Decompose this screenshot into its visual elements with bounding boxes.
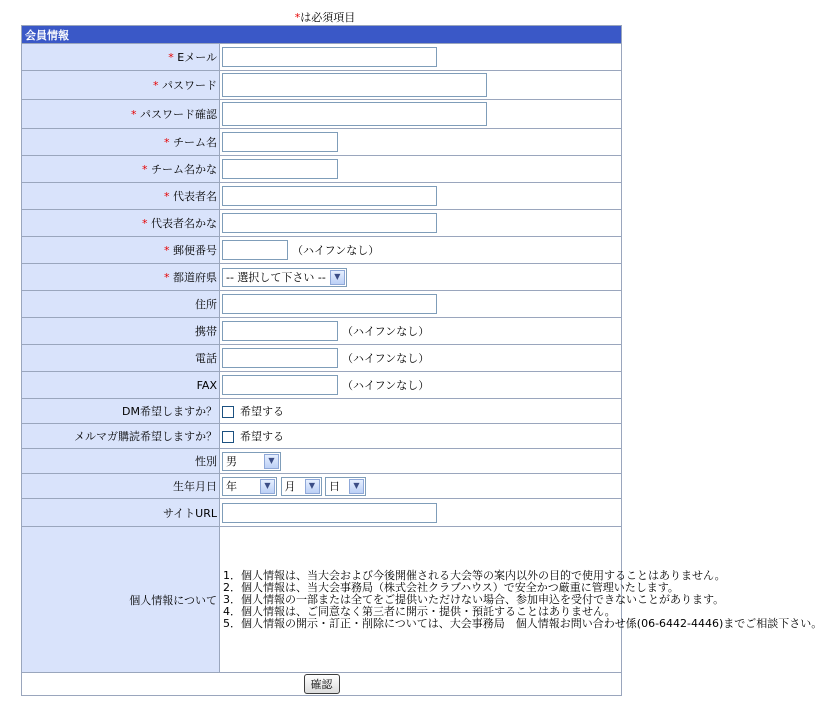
- required-mark: *: [142, 163, 148, 176]
- label-text: 電話: [195, 352, 217, 365]
- row-password: [22, 71, 622, 100]
- required-mark: *: [131, 108, 137, 121]
- label-text: 郵便番号: [173, 244, 217, 257]
- label-representative-kana: [22, 210, 220, 237]
- privacy-policy-text: [220, 527, 822, 673]
- representative-input[interactable]: [222, 186, 437, 206]
- confirm-button[interactable]: 確認: [304, 674, 340, 694]
- privacy-item: 3．個人情報の一部または全てをご提供いただけない場合、参加申込を受付できないことがあります。: [223, 592, 725, 606]
- label-text: パスワード: [162, 79, 217, 92]
- privacy-item: 4．個人情報は、ご同意なく第三者に開示・提供・預託することはありません。: [223, 604, 616, 618]
- label-fax: [22, 372, 220, 399]
- label-text: DM希望しますか？: [122, 405, 217, 418]
- label-mobile: [22, 318, 220, 345]
- row-prefecture: [22, 264, 622, 291]
- label-privacy: 個人情報について: [22, 527, 220, 673]
- prefecture-selected: -- 選択して下さい --: [226, 271, 326, 284]
- postal-code-hint: （ハイフンなし）: [292, 244, 380, 257]
- chevron-down-icon[interactable]: ▼: [305, 479, 320, 494]
- row-postal-code: [22, 237, 622, 264]
- row-mobile: [22, 318, 622, 345]
- required-mark: *: [164, 271, 170, 284]
- required-note: [0, 9, 650, 25]
- row-birthdate: [22, 474, 622, 499]
- birth-month-select[interactable]: [281, 477, 322, 496]
- label-text: 都道府県: [173, 271, 217, 284]
- chevron-down-icon[interactable]: ▼: [349, 479, 364, 494]
- label-text: チーム名: [173, 136, 217, 149]
- label-text: Eメール: [177, 51, 217, 64]
- row-phone: [22, 345, 622, 372]
- birth-day-selected: 日: [329, 480, 340, 493]
- team-name-kana-input[interactable]: [222, 159, 338, 179]
- privacy-item: 2．個人情報は、当大会事務局（株式会社クラブハウス）で安全かつ厳重に管理いたします。: [223, 580, 679, 594]
- member-form: [21, 25, 822, 696]
- postal-code-input[interactable]: [222, 240, 288, 260]
- row-fax: [22, 372, 622, 399]
- required-note-text: は必須項目: [300, 11, 356, 24]
- row-team-name: [22, 129, 622, 156]
- label-site-url: [22, 499, 220, 527]
- row-team-name-kana: [22, 156, 622, 183]
- label-representative: [22, 183, 220, 210]
- row-email: [22, 44, 622, 71]
- newsletter-checkbox-label[interactable]: 希望する: [240, 430, 284, 443]
- row-address: [22, 291, 622, 318]
- section-header-row: [22, 26, 622, 44]
- label-prefecture: [22, 264, 220, 291]
- dm-checkbox[interactable]: [222, 406, 234, 418]
- row-site-url: [22, 499, 622, 527]
- gender-selected: 男: [226, 455, 237, 468]
- phone-input[interactable]: [222, 348, 338, 368]
- email-input[interactable]: [222, 47, 437, 67]
- label-email: [22, 44, 220, 71]
- birth-year-select[interactable]: [222, 477, 277, 496]
- chevron-down-icon[interactable]: ▼: [330, 270, 345, 285]
- fax-hint: （ハイフンなし）: [342, 379, 430, 392]
- row-newsletter: [22, 424, 622, 449]
- address-input[interactable]: [222, 294, 437, 314]
- row-dm: [22, 399, 622, 424]
- privacy-item: 1．個人情報は、当大会および今後開催される大会等の案内以外の目的で使用することはありません。: [223, 568, 726, 582]
- label-birthdate: [22, 474, 220, 499]
- label-gender: [22, 449, 220, 474]
- password-input[interactable]: [222, 73, 487, 97]
- label-text: 住所: [195, 298, 217, 311]
- newsletter-checkbox[interactable]: [222, 431, 234, 443]
- required-mark: *: [294, 11, 301, 24]
- label-newsletter: [22, 424, 220, 449]
- privacy-item: 5．個人情報の開示・訂正・削除については、大会事務局 個人情報お問い合わせ係(06-6442-4446)までご相談下さい。: [223, 616, 822, 630]
- label-password: [22, 71, 220, 100]
- chevron-down-icon[interactable]: ▼: [264, 454, 279, 469]
- row-gender: [22, 449, 622, 474]
- mobile-hint: （ハイフンなし）: [342, 325, 430, 338]
- required-mark: *: [164, 190, 170, 203]
- section-title: 会員情報: [22, 26, 622, 44]
- row-password-confirm: [22, 100, 622, 129]
- label-text: FAX: [196, 378, 217, 392]
- label-text: サイトURL: [162, 506, 217, 520]
- label-team-name: [22, 129, 220, 156]
- label-team-name-kana: [22, 156, 220, 183]
- label-postal-code: [22, 237, 220, 264]
- label-text: 生年月日: [173, 480, 217, 493]
- representative-kana-input[interactable]: [222, 213, 437, 233]
- label-dm: [22, 399, 220, 424]
- required-mark: *: [164, 136, 170, 149]
- gender-select[interactable]: [222, 452, 281, 471]
- row-privacy: [22, 527, 622, 673]
- label-address: [22, 291, 220, 318]
- label-phone: [22, 345, 220, 372]
- required-mark: *: [164, 244, 170, 257]
- chevron-down-icon[interactable]: ▼: [260, 479, 275, 494]
- label-text: 性別: [195, 455, 217, 468]
- fax-input[interactable]: [222, 375, 338, 395]
- mobile-input[interactable]: [222, 321, 338, 341]
- row-submit: [22, 673, 622, 696]
- label-text: 代表者名かな: [151, 217, 217, 230]
- birth-year-selected: 年: [226, 480, 237, 493]
- row-representative: [22, 183, 622, 210]
- birth-day-select[interactable]: [325, 477, 366, 496]
- team-name-input[interactable]: [222, 132, 338, 152]
- required-mark: *: [153, 79, 159, 92]
- label-text: チーム名かな: [151, 163, 217, 176]
- site-url-input[interactable]: [222, 503, 437, 523]
- required-mark: *: [142, 217, 148, 230]
- label-text: 代表者名: [173, 190, 217, 203]
- dm-checkbox-label[interactable]: 希望する: [240, 405, 284, 418]
- password-confirm-input[interactable]: [222, 102, 487, 126]
- row-representative-kana: [22, 210, 622, 237]
- label-text: メルマガ購読希望しますか？: [74, 430, 217, 443]
- required-mark: *: [168, 51, 174, 64]
- prefecture-select[interactable]: [222, 268, 347, 287]
- label-text: パスワード確認: [140, 108, 217, 121]
- label-password-confirm: [22, 100, 220, 129]
- birth-month-selected: 月: [284, 480, 296, 493]
- phone-hint: （ハイフンなし）: [342, 352, 430, 365]
- label-text: 携帯: [195, 325, 217, 338]
